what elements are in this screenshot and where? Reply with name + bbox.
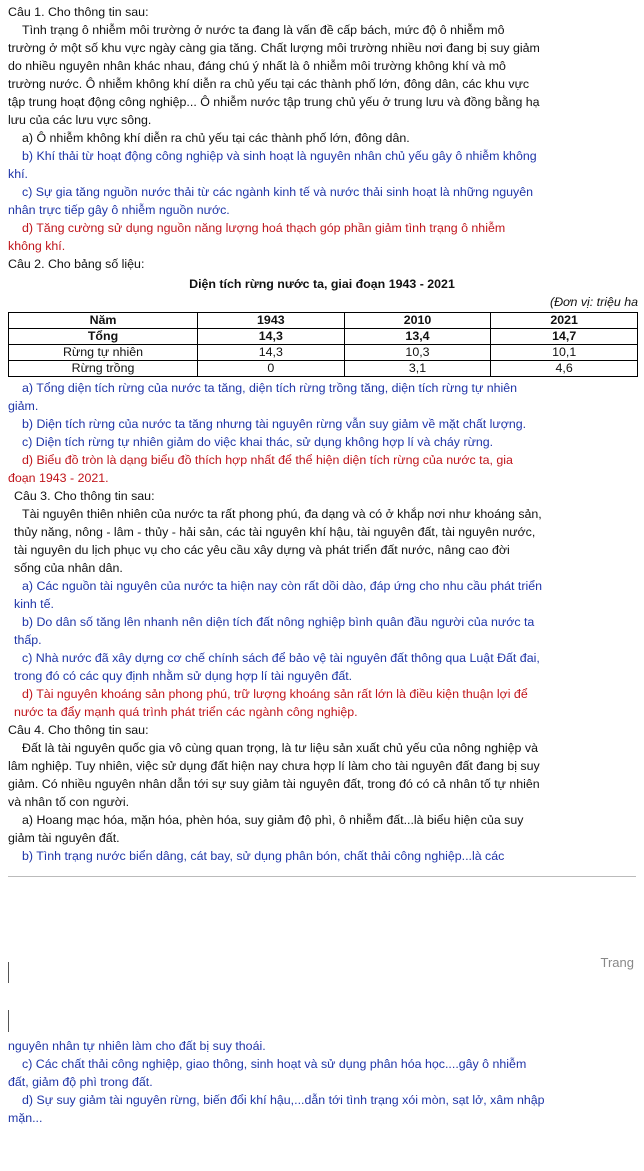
- q4-option-b: b) Tình trạng nước biển dâng, cát bay, sử dụng phân bón, chất thải công nghiệp...là các: [22, 849, 505, 863]
- table-cell: 13,4: [344, 329, 491, 345]
- q1-para-line: lưu của các lưu vực sông.: [8, 113, 152, 127]
- table-cell: 4,6: [491, 361, 638, 377]
- page-corner-mark: [8, 962, 9, 983]
- table-row: [9, 361, 638, 377]
- q4-para-line: Đất là tài nguyên quốc gia vô cùng quan trọng, là tư liệu sản xuất chủ yếu của nông nghiệp và: [22, 741, 538, 755]
- table-row: [9, 329, 638, 345]
- q4-option-c-cont: đất, giảm độ phì trong đất.: [8, 1075, 153, 1089]
- q3-option-d-cont: nước ta đẩy mạnh quá trình phát triển các ngành công nghiệp.: [14, 705, 358, 719]
- q4-para-line: giảm. Có nhiều nguyên nhân dẫn tới sự suy giảm tài nguyên đất, trong đó có cả nhân tố tự nhiên: [8, 777, 540, 791]
- q3-option-d: d) Tài nguyên khoáng sản phong phú, trữ lượng khoáng sản rất lớn là điều kiện thuận lợi để: [22, 687, 528, 701]
- q3-option-a-cont: kinh tế.: [14, 597, 54, 611]
- q2-option-d: d) Biểu đồ tròn là dạng biểu đồ thích hợp nhất để thể hiện diện tích rừng của nước ta, gia: [22, 453, 513, 467]
- q2-option-d-cont: đoạn 1943 - 2021.: [8, 471, 109, 485]
- q1-option-a: a) Ô nhiễm không khí diễn ra chủ yếu tại các thành phố lớn, đông dân.: [22, 131, 410, 145]
- table-cell: Rừng trồng: [9, 361, 198, 377]
- table-header-cell: 2010: [344, 313, 491, 329]
- q1-para-line: trường ở một số khu vực ngày càng gia tăng. Chất lượng môi trường nhiều nơi đang bị suy giảm: [8, 41, 540, 55]
- q2-option-a: a) Tổng diện tích rừng của nước ta tăng, diện tích rừng trồng tăng, diện tích rừng tự nhiên: [22, 381, 518, 395]
- table-header-row: [9, 313, 638, 329]
- q4-para-line: lâm nghiệp. Tuy nhiên, việc sử dụng đất hiện nay chưa hợp lí làm cho tài nguyên đất đang bị suy: [8, 759, 540, 773]
- page-footer-label: Trang: [600, 955, 634, 970]
- table-cell: 14,3: [198, 345, 345, 361]
- table-row: [9, 345, 638, 361]
- q2-option-b: b) Diện tích rừng của nước ta tăng nhưng tài nguyên rừng vẫn suy giảm về mặt chất lượng.: [22, 417, 527, 431]
- forest-area-table: [8, 312, 638, 377]
- q4-title: Câu 4. Cho thông tin sau:: [8, 723, 149, 737]
- q3-para-line: Tài nguyên thiên nhiên của nước ta rất phong phú, đa dạng và có ở khắp nơi như khoáng sản,: [22, 507, 542, 521]
- table-cell: Tổng: [9, 329, 198, 345]
- q1-option-c: c) Sự gia tăng nguồn nước thải từ các ngành kinh tế và nước thải sinh hoạt là những nguyên: [22, 185, 533, 199]
- q2-option-c: c) Diện tích rừng tự nhiên giảm do việc khai thác, sử dụng không hợp lí và cháy rừng.: [22, 435, 494, 449]
- q4-option-d: d) Sự suy giảm tài nguyên rừng, biến đổi khí hậu,...dẫn tới tình trạng xói mòn, sạt lở, xâm nhập: [22, 1093, 545, 1107]
- table-header-cell: 1943: [198, 313, 345, 329]
- q1-option-d-cont: không khí.: [8, 239, 66, 253]
- table-cell: 14,7: [491, 329, 638, 345]
- q1-para-line: do nhiều nguyên nhân khác nhau, đáng chú ý nhất là ô nhiễm môi trường không khí và mô: [8, 59, 506, 73]
- table-header-cell: Năm: [9, 313, 198, 329]
- table-cell: 10,1: [491, 345, 638, 361]
- q3-option-a: a) Các nguồn tài nguyên của nước ta hiện nay còn rất dồi dào, đáp ứng cho nhu cầu phát triển: [22, 579, 543, 593]
- q4-option-a-cont: giảm tài nguyên đất.: [8, 831, 120, 845]
- q1-option-d: d) Tăng cường sử dụng nguồn năng lượng hoá thạch góp phần giảm tình trạng ô nhiễm: [22, 221, 506, 235]
- q3-option-c: c) Nhà nước đã xây dựng cơ chế chính sách để bảo vệ tài nguyên đất thông qua Luật Đất đai,: [22, 651, 540, 665]
- table-title: Diện tích rừng nước ta, giai đoạn 1943 - 2021: [189, 277, 455, 291]
- q3-para-line: thủy năng, nông - lâm - thủy - hải sản, các tài nguyên khí hậu, tài nguyên đất, tài nguyên nước,: [14, 525, 536, 539]
- table-cell: 3,1: [344, 361, 491, 377]
- q3-title: Câu 3. Cho thông tin sau:: [14, 489, 155, 503]
- page-corner-mark: [8, 1010, 9, 1032]
- table-unit: (Đơn vị: triệu ha: [549, 295, 638, 309]
- page-divider: [8, 876, 636, 877]
- q4-option-d-cont: mặn...: [8, 1111, 43, 1125]
- q3-option-c-cont: trong đó có các quy định nhằm sử dụng hợp lí tài nguyên đất.: [14, 669, 353, 683]
- q2-title: Câu 2. Cho bảng số liệu:: [8, 257, 145, 271]
- q3-option-b-cont: thấp.: [14, 633, 42, 647]
- table-cell: 14,3: [198, 329, 345, 345]
- q1-para-line: trường nước. Ô nhiễm không khí diễn ra chủ yếu tại các thành phố lớn, đông dân, các khu vực: [8, 77, 530, 91]
- table-header-cell: 2021: [491, 313, 638, 329]
- q1-para-line: tập trung hoạt động công nghiệp... Ô nhiễm nước tập trung chủ yếu ở trung lưu và đồng bằng hạ: [8, 95, 540, 109]
- table-cell: 0: [198, 361, 345, 377]
- q1-option-c-cont: nhân trực tiếp gây ô nhiễm nguồn nước.: [8, 203, 230, 217]
- q1-option-b-cont: khí.: [8, 167, 28, 181]
- q4-option-a: a) Hoang mạc hóa, mặn hóa, phèn hóa, suy giảm độ phì, ô nhiễm đất...là biểu hiện của suy: [22, 813, 524, 827]
- q3-option-b: b) Do dân số tăng lên nhanh nên diện tích đất nông nghiệp bình quân đầu người của nước ta: [22, 615, 535, 629]
- q1-option-b: b) Khí thải từ hoạt động công nghiệp và sinh hoạt là nguyên nhân chủ yếu gây ô nhiễm không: [22, 149, 537, 163]
- table-cell: 10,3: [344, 345, 491, 361]
- q2-option-a-cont: giảm.: [8, 399, 39, 413]
- q1-para-line: Tình trạng ô nhiễm môi trường ở nước ta đang là vấn đề cấp bách, mức độ ô nhiễm mô: [22, 23, 505, 37]
- q4-para-line: và nhân tố con người.: [8, 795, 130, 809]
- q4-option-c: c) Các chất thải công nghiệp, giao thông, sinh hoạt và sử dụng phân hóa học....gây ô nhiễm: [22, 1057, 527, 1071]
- q1-title: Câu 1. Cho thông tin sau:: [8, 5, 149, 19]
- q4-option-b-cont: nguyên nhân tự nhiên làm cho đất bị suy thoái.: [8, 1039, 266, 1053]
- q3-para-line: sống của nhân dân.: [14, 561, 123, 575]
- q3-para-line: tài nguyên du lịch phục vụ cho các yêu cầu xây dựng và phát triển đất nước, nâng cao đời: [14, 543, 510, 557]
- table-cell: Rừng tự nhiên: [9, 345, 198, 361]
